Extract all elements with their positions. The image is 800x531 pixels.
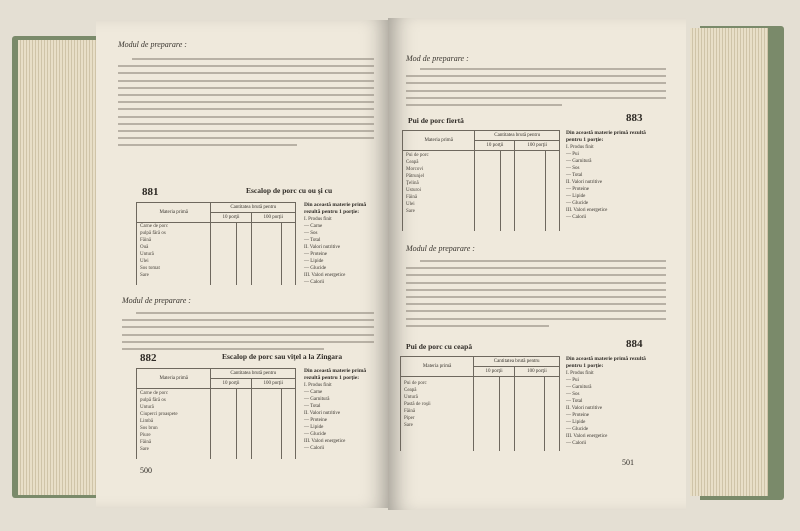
recipe-title-884: Pui de porc cu ceapă [406, 342, 473, 351]
yield-title: Din această materie primă rezultă pentru 1 porţie: [304, 368, 367, 381]
ingredient: Sos brun [140, 426, 158, 431]
yield-line: — Garnitură [566, 385, 592, 390]
ingredient: Sare [140, 273, 149, 278]
ingredient: Pui de porc [404, 381, 427, 386]
ingredients-883 [406, 152, 429, 215]
col-cantitatea: Cantitatea brută pentru [211, 203, 296, 213]
left-top-heading: Modul de preparare : [118, 40, 187, 49]
yield-box-882 [304, 368, 382, 452]
yield-line: I. Produs finit [566, 371, 594, 376]
ingredient: Ceapă [404, 388, 417, 393]
col-10-portii: 10 porţii [211, 379, 251, 389]
ingredient: Pătrunjel [406, 174, 425, 179]
ingredient: Ulei [140, 259, 149, 264]
ingredient: Ţelină [406, 181, 419, 186]
ingredient: Ciuperci proaspete [140, 412, 178, 417]
yield-line: II. Valori nutritive [304, 245, 341, 250]
yield-line: — Carne [304, 390, 323, 395]
yield-line: — Calorii [566, 441, 587, 446]
yield-line: — Proteine [566, 413, 589, 418]
right-paragraph-2 [406, 260, 666, 332]
yield-line: — Calorii [566, 215, 587, 220]
ingredient: Untură [140, 405, 154, 410]
yield-line: — Lipide [304, 425, 324, 430]
right-mid-heading: Modul de preparare : [406, 244, 475, 253]
yield-line: — Lipide [304, 259, 324, 264]
yield-line: — Proteine [566, 187, 589, 192]
yield-line: II. Valori nutritive [304, 411, 341, 416]
yield-line: — Total [304, 404, 321, 409]
recipe-title-881: Escalop de porc cu ou şi cu [246, 186, 333, 195]
yield-line: III. Valori energetice [566, 434, 608, 439]
ingredient: Sare [406, 209, 415, 214]
yield-line: I. Produs finit [304, 217, 332, 222]
yield-title: Din această materie primă rezultă pentru 1 porţie: [304, 202, 367, 215]
yield-box-883 [566, 130, 648, 221]
recipe-number-881: 881 [142, 186, 159, 198]
col-100-portii: 100 porţii [515, 141, 560, 151]
yield-line: — Pui [566, 152, 579, 157]
col-cantitatea: Cantitatea brută pentru [475, 131, 560, 141]
yield-line: — Total [566, 173, 583, 178]
left-paragraph-1 [118, 58, 374, 151]
yield-line: II. Valori nutritive [566, 180, 603, 185]
yield-line: III. Valori energetice [304, 439, 346, 444]
ingredient: Carne de porc [140, 224, 169, 229]
yield-line: — Lipide [566, 194, 586, 199]
ingredient: Untură [140, 252, 154, 257]
col-materia-prima: Materia primă [403, 131, 475, 151]
yield-line: — Proteine [304, 418, 327, 423]
yield-title: Din această materie primă rezultă pentru 1 porţie: [566, 356, 646, 369]
yield-line: — Garnitură [566, 159, 592, 164]
ingredients-884 [404, 380, 431, 429]
yield-line: — Calorii [304, 280, 325, 285]
yield-line: I. Produs finit [566, 145, 594, 150]
yield-line: II. Valori nutritive [566, 406, 603, 411]
ingredient: Piper [404, 416, 415, 421]
yield-line: — Glucide [566, 427, 589, 432]
ingredient: Făină [404, 409, 416, 414]
left-page [96, 20, 390, 508]
ingredient: Usturoi [406, 188, 421, 193]
yield-box-881 [304, 202, 382, 286]
ingredient: Sare [140, 447, 149, 452]
yield-line: — Sos [566, 392, 580, 397]
yield-line: — Garnitură [304, 397, 330, 402]
ingredients-881 [140, 223, 168, 279]
ingredient: Făină [140, 238, 152, 243]
yield-line: — Pui [566, 378, 579, 383]
recipe-number-883: 883 [626, 112, 643, 124]
yield-line: III. Valori energetice [566, 208, 608, 213]
yield-line: I. Produs finit [304, 383, 332, 388]
left-mid-heading: Modul de preparare : [122, 296, 191, 305]
page-number-right: 501 [622, 458, 634, 467]
yield-line: — Sos [304, 231, 318, 236]
ingredients-882 [140, 390, 178, 453]
col-10-portii: 10 porţii [475, 141, 515, 151]
yield-line: — Glucide [304, 432, 327, 437]
ingredient: Pastă de roşii [404, 402, 431, 407]
col-cantitatea: Cantitatea brută pentru [211, 369, 296, 379]
yield-line: — Total [566, 399, 583, 404]
right-top-heading: Mod de preparare : [406, 54, 469, 63]
page-edges-right [690, 28, 768, 496]
ingredient: Sare [404, 423, 413, 428]
yield-line: — Proteine [304, 252, 327, 257]
page-edges-left [18, 40, 98, 495]
ingredient: Ceapă [406, 160, 419, 165]
col-cantitatea: Cantitatea brută pentru [474, 357, 560, 367]
right-page [388, 18, 686, 510]
col-100-portii: 100 porţii [251, 379, 296, 389]
yield-line: — Sos [566, 166, 580, 171]
col-100-portii: 100 porţii [514, 367, 559, 377]
ingredient: Sos tomat [140, 266, 160, 271]
col-materia-prima: Materia primă [137, 203, 211, 223]
yield-line: — Total [304, 238, 321, 243]
ingredient: Făină [406, 195, 418, 200]
col-10-portii: 10 porţii [474, 367, 515, 377]
col-materia-prima: Materia primă [401, 357, 474, 377]
ingredient: Untură [404, 395, 418, 400]
ingredient: Pui de porc [406, 153, 429, 158]
ingredient: Carne de porc [140, 391, 169, 396]
recipe-number-884: 884 [626, 338, 643, 350]
yield-title: Din această materie primă rezultă pentru 1 porţie: [566, 130, 646, 143]
page-number-left: 500 [140, 466, 152, 475]
yield-line: — Glucide [304, 266, 327, 271]
ingredient: Ouă [140, 245, 149, 250]
recipe-title-882: Escalop de porc sau viţel a la Zingara [222, 352, 343, 361]
recipe-title-883: Pui de porc fiertă [408, 116, 464, 125]
yield-line: — Glucide [566, 201, 589, 206]
col-materia-prima: Materia primă [137, 369, 211, 389]
yield-line: — Lipide [566, 420, 586, 425]
col-100-portii: 100 porţii [251, 213, 296, 223]
left-paragraph-2 [122, 312, 374, 355]
ingredient: Ulei [406, 202, 415, 207]
yield-line: — Carne [304, 224, 323, 229]
col-10-portii: 10 porţii [211, 213, 251, 223]
yield-line: III. Valori energetice [304, 273, 346, 278]
yield-box-884 [566, 356, 648, 447]
recipe-number-882: 882 [140, 352, 157, 364]
ingredient: pulpă fără os [140, 398, 166, 403]
ingredient: Făină [140, 440, 152, 445]
ingredient: Limbă [140, 419, 154, 424]
yield-line: — Calorii [304, 446, 325, 451]
ingredient: Morcovi [406, 167, 424, 172]
right-paragraph-1 [406, 68, 666, 111]
ingredient: Piure [140, 433, 151, 438]
ingredient: pulpă fără os [140, 231, 166, 236]
